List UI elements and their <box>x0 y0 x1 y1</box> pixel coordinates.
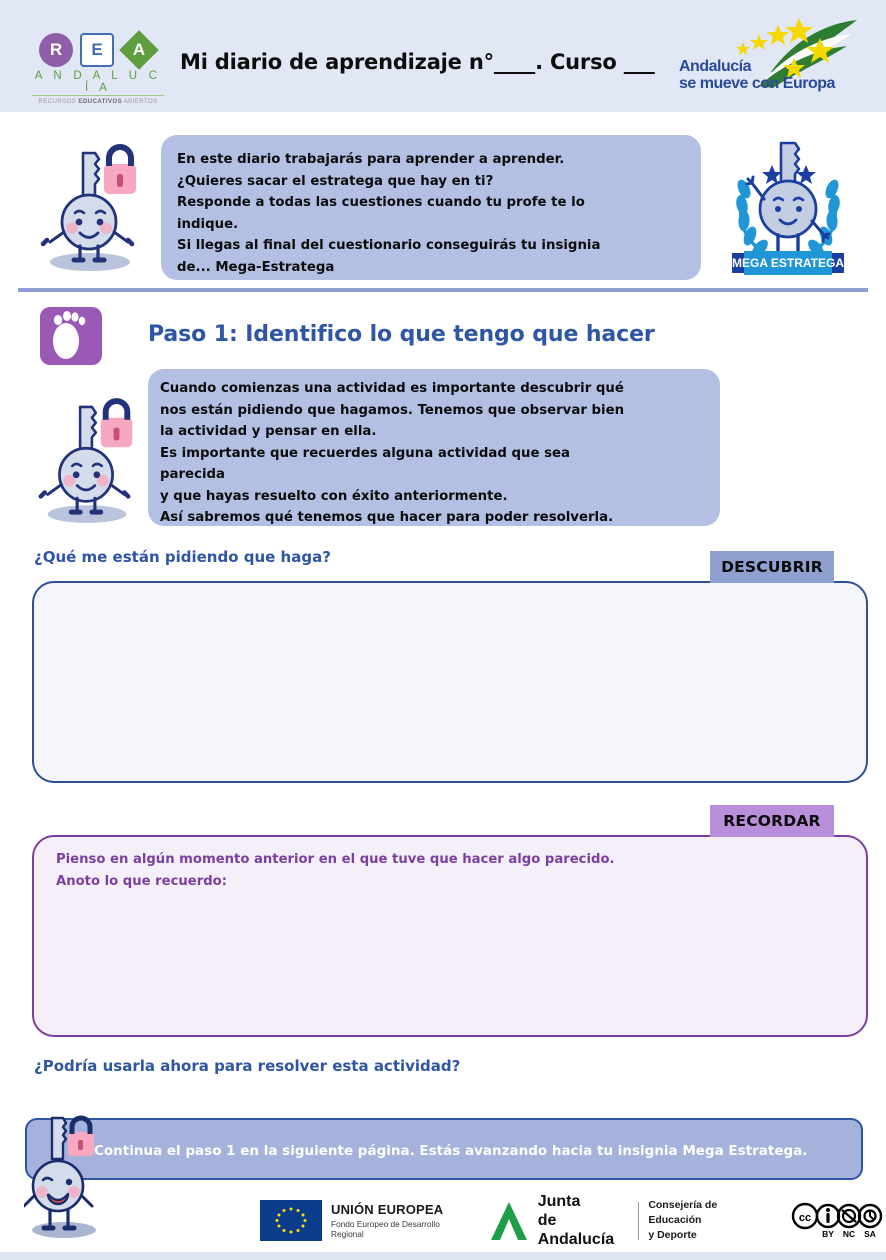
eu-funding-logo <box>260 1200 463 1241</box>
intro-line-1: ¿Quieres sacar el estratega que hay en ti? <box>177 173 494 189</box>
junta-line2: de Andalucía <box>537 1212 615 1248</box>
cc-sa-label: SA <box>864 1228 876 1239</box>
eu-subtitle: Fondo Europeo de Desarrollo Regional <box>331 1219 440 1239</box>
step-line-4: parecida <box>160 467 225 482</box>
question-3-label: ¿Podría usarla ahora para resolver esta actividad? <box>34 1057 461 1075</box>
rea-letters <box>32 32 164 68</box>
consejeria-text <box>648 1198 764 1243</box>
junta-text <box>538 1192 630 1249</box>
key-mascot-icon-2 <box>28 392 146 530</box>
intro-line-4: Si llegas al final del cuestionario conseguirás tu insignia <box>177 238 601 253</box>
recordar-prompt <box>56 849 615 893</box>
section-divider <box>18 288 868 292</box>
rea-tagline-1: RECURSOS <box>38 98 79 105</box>
rea-letter-r: R <box>39 33 73 67</box>
consejeria-line1: Consejería de Educación <box>648 1199 718 1226</box>
eu-logo-line1: Andalucía <box>679 58 751 75</box>
step-line-5: y que hayas resuelto con éxito anteriormente. <box>160 488 508 504</box>
cc-glyph: cc <box>798 1211 812 1224</box>
tab-recordar[interactable]: RECORDAR <box>710 805 834 837</box>
intro-line-3: indique. <box>177 216 239 232</box>
page-footer <box>0 1188 886 1260</box>
eu-flag-stars <box>260 1200 322 1241</box>
page-title: Mi diario de aprendizaje n°____. Curso ___ <box>180 50 655 74</box>
recordar-prompt-line1: Pienso en algún momento anterior en el que tuve que hacer algo parecido. <box>56 852 615 867</box>
rea-andalucia-logo <box>32 32 164 105</box>
key-mascot-graphic-3 <box>24 1110 110 1246</box>
mega-estratega-badge-graphic <box>722 137 854 285</box>
consejeria-line2: y Deporte <box>648 1229 697 1241</box>
key-mascot-graphic-2 <box>28 392 146 530</box>
junta-andalucia-logo <box>489 1192 764 1249</box>
cc-by-label: BY <box>822 1228 834 1239</box>
footprint-icon <box>40 307 102 365</box>
intro-line-0: En este diario trabajarás para aprender a aprender. <box>177 152 565 167</box>
step-line-6: Así sabremos qué tenemos que hacer para poder resolverla. <box>160 510 614 525</box>
eu-funding-text <box>331 1202 463 1239</box>
badge-ribbon-label: MEGA ESTRATEGA <box>731 256 845 270</box>
rea-wordmark: A N D A L U C Í A <box>32 70 164 96</box>
key-mascot-graphic <box>30 138 150 278</box>
andalucia-europa-text <box>679 58 835 92</box>
eu-logo-line2: se mueve con Europa <box>679 75 835 92</box>
rea-diamond-letter: A <box>132 40 146 59</box>
step-text-bubble <box>148 369 720 526</box>
footer-separator <box>638 1202 639 1240</box>
mega-estratega-badge <box>722 137 854 285</box>
footer-bar <box>0 1252 886 1260</box>
rea-tagline <box>32 98 164 105</box>
footer-logos <box>260 1192 886 1249</box>
step-line-2: la actividad y pensar en ella. <box>160 424 377 439</box>
step-line-1: nos están pidiendo que hagamos. Tenemos que observar bien <box>160 402 625 418</box>
step-title: Paso 1: Identifico lo que tengo que hacer <box>148 322 655 347</box>
junta-a-icon <box>489 1200 529 1242</box>
creative-commons-badge[interactable] <box>790 1201 886 1241</box>
bottom-banner-text: Continua el paso 1 en la siguiente página. Estás avanzando hacia tu insignia Mega Estratega. <box>94 1143 808 1159</box>
rea-tagline-3: ABIERTOS <box>121 98 158 105</box>
recordar-prompt-line2: Anoto lo que recuerdo: <box>56 874 228 889</box>
rea-letter-a <box>121 32 157 68</box>
key-mascot-icon <box>30 138 150 278</box>
junta-line1: Junta <box>537 1193 581 1210</box>
cc-nc-label: NC <box>842 1228 856 1239</box>
eu-flag-icon <box>260 1200 322 1241</box>
intro-text-bubble <box>161 135 701 280</box>
eu-title: UNIÓN EUROPEA <box>331 1202 444 1217</box>
step-line-0: Cuando comienzas una actividad es importante descubrir qué <box>160 381 624 396</box>
intro-line-5: de... Mega-Estratega <box>177 259 335 275</box>
key-mascot-icon-3 <box>24 1110 110 1246</box>
andalucia-europa-logo <box>679 14 864 96</box>
cc-license-icons <box>790 1201 886 1241</box>
answer-field-descubrir[interactable] <box>32 581 868 783</box>
intro-line-2: Responde a todas las cuestiones cuando tu profe te lo <box>177 195 585 210</box>
question-1-label: ¿Qué me están pidiendo que haga? <box>34 548 331 566</box>
footprint-glyph <box>40 307 102 365</box>
tab-descubrir[interactable]: DESCUBRIR <box>710 551 834 583</box>
answer-field-recordar[interactable] <box>32 835 868 1037</box>
junta-a-glyph <box>489 1200 529 1242</box>
page-header <box>0 0 886 112</box>
rea-tagline-2: EDUCATIVOS <box>78 98 122 105</box>
rea-letter-e: E <box>80 33 114 67</box>
step-line-3: Es importante que recuerdes alguna actividad que sea <box>160 445 571 461</box>
